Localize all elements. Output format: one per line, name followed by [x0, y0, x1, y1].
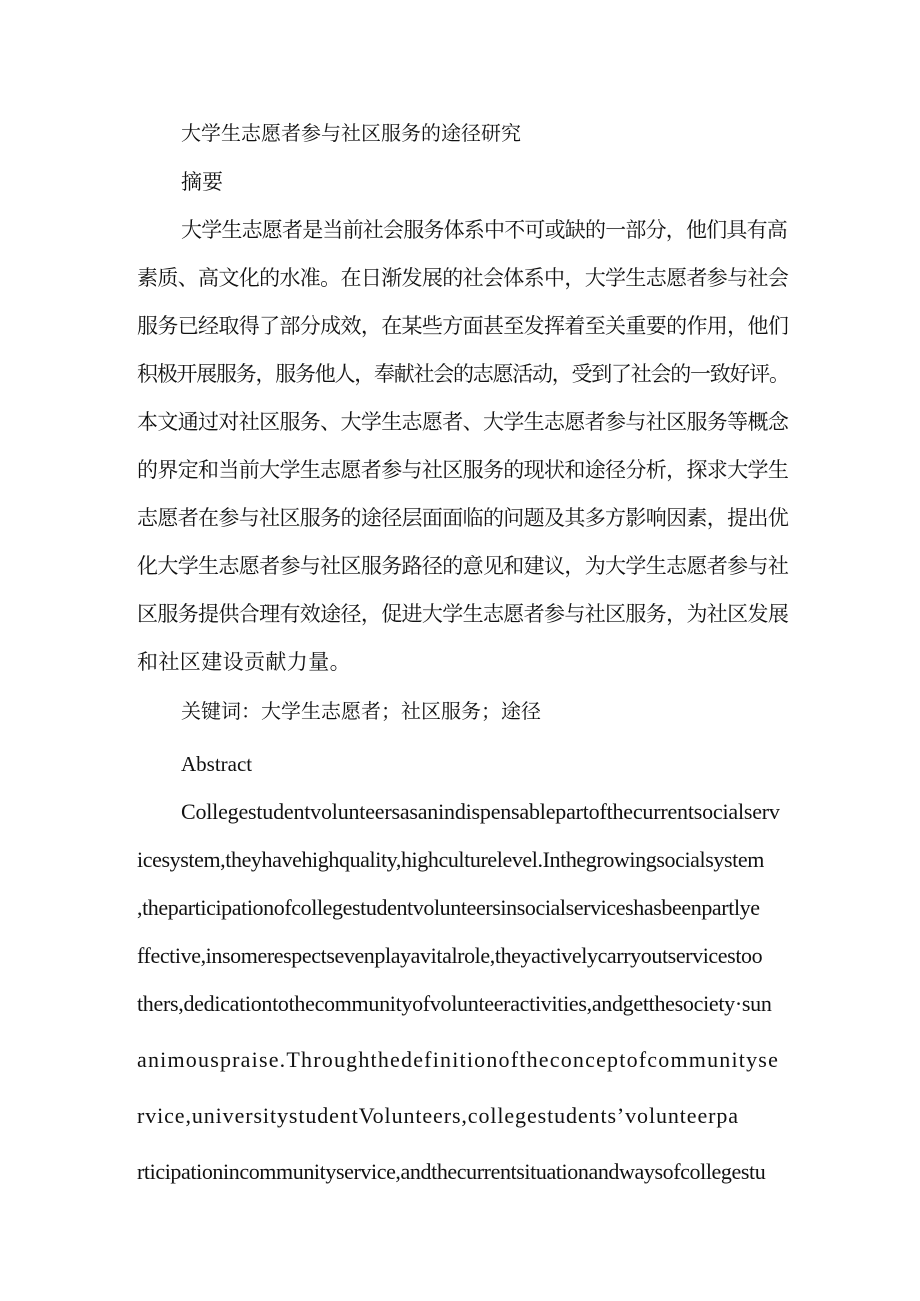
english-abstract-line: ,theparticipationofcollegestudentvolunteersinsocialserviceshasbeenpartlye — [137, 895, 760, 920]
document-title: 大学生志愿者参与社区服务的途径研究 — [181, 121, 521, 145]
english-abstract-line: thers,dedicationtothecommunityofvolunteeractivities,andgetthesociety·sun — [137, 991, 772, 1016]
abstract-line: 本文通过对社区服务、大学生志愿者、大学生志愿者参与社区服务等概念 — [137, 410, 789, 434]
abstract-line: 的界定和当前大学生志愿者参与社区服务的现状和途径分析，探求大学生 — [137, 458, 789, 482]
abstract-line: 素质、高文化的水准。在日渐发展的社会体系中，大学生志愿者参与社会 — [137, 266, 789, 290]
english-abstract-line: rticipationincommunityservice,andthecurrentsituationandwaysofcollegestu — [137, 1159, 766, 1184]
abstract-line: 积极开展服务，服务他人，奉献社会的志愿活动，受到了社会的一致好评。 — [137, 362, 789, 386]
abstract-line: 服务已经取得了部分成效，在某些方面甚至发挥着至关重要的作用，他们 — [137, 314, 789, 338]
english-abstract-heading: Abstract — [181, 752, 253, 776]
abstract-line: 区服务提供合理有效途径，促进大学生志愿者参与社区服务，为社区发展 — [137, 602, 789, 626]
abstract-line: 志愿者在参与社区服务的途径层面面临的问题及其多方影响因素，提出优 — [137, 506, 789, 530]
abstract-line: 化大学生志愿者参与社区服务路径的意见和建议，为大学生志愿者参与社 — [137, 554, 789, 578]
abstract-heading: 摘要 — [181, 170, 223, 194]
abstract-line: 大学生志愿者是当前社会服务体系中不可或缺的一部分，他们具有高 — [181, 218, 787, 242]
abstract-line: 和社区建设贡献力量。 — [137, 650, 351, 674]
english-abstract-line: animouspraise.Throughthedefinitionoftheconceptofcommunityse — [137, 1047, 780, 1072]
english-abstract-line: ffective,insomerespectsevenplayavitalrole,theyactivelycarryoutservicestoo — [137, 943, 763, 968]
keywords-line: 关键词：大学生志愿者；社区服务；途径 — [181, 699, 541, 723]
english-abstract-line: icesystem,theyhavehighquality,highculturelevel.Inthegrowingsocialsystem — [137, 847, 764, 872]
english-abstract-line: Collegestudentvolunteersasanindispensablepartofthecurrentsocialserv — [181, 799, 780, 824]
english-abstract-line: rvice,universitystudentVolunteers,collegestudents’volunteerpa — [137, 1103, 739, 1128]
